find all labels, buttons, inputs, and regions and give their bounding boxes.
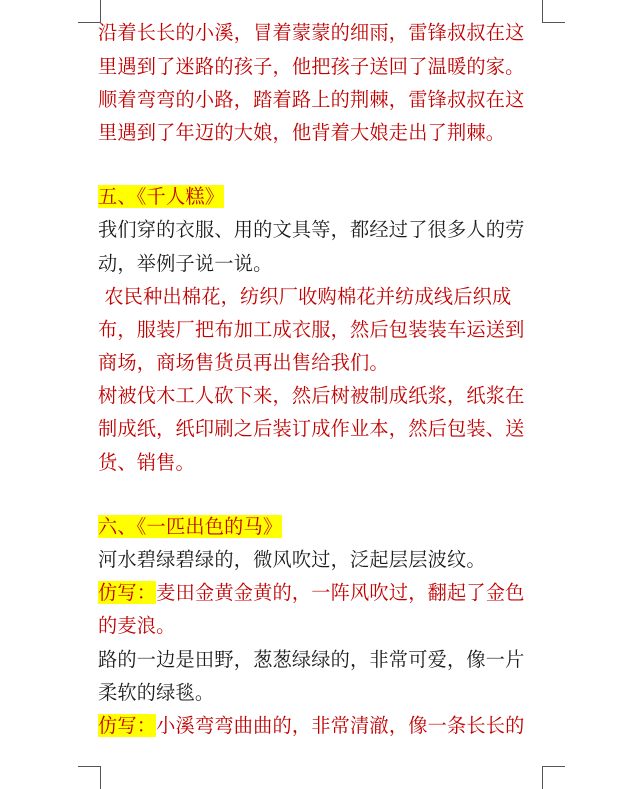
text-line: 商场，商场售货员再出售给我们。 bbox=[98, 351, 389, 374]
text-line: 布，服装厂把布加工成衣服，然后包装装车运送到 bbox=[98, 318, 525, 341]
imitation-line bbox=[98, 713, 525, 739]
crop-mark-top-right bbox=[542, 0, 565, 23]
text-line: 树被伐木工人砍下来，然后树被制成纸浆，纸浆在 bbox=[98, 384, 525, 407]
imitation-line bbox=[98, 580, 525, 606]
imitation-text: 麦田金黄金黄的，一阵风吹过，翻起了金色 bbox=[156, 581, 525, 604]
text-line: 里遇到了迷路的孩子，他把孩子送回了温暖的家。 bbox=[98, 55, 525, 78]
text-line: 的麦浪。 bbox=[98, 614, 176, 637]
text-line: 制成纸，纸印刷之后装订成作业本，然后包装、送 bbox=[98, 417, 525, 440]
heading-text: 六、《一匹出色的马》 bbox=[98, 515, 283, 538]
text-line: 农民种出棉花，纺织厂收购棉花并纺成线后织成 bbox=[98, 285, 512, 308]
text-line: 柔软的绿毯。 bbox=[98, 681, 215, 704]
text-line: 路的一边是田野，葱葱绿绿的，非常可爱，像一片 bbox=[98, 648, 525, 671]
text-line: 货、销售。 bbox=[98, 451, 195, 474]
text-line: 河水碧绿碧绿的，微风吹过，泛起层层波纹。 bbox=[98, 548, 486, 571]
text-line: 我们穿的衣服、用的文具等，都经过了很多人的劳 bbox=[98, 218, 525, 241]
imitation-text: 小溪弯弯曲曲的，非常清澈，像一条长长的 bbox=[156, 714, 525, 737]
imitation-label: 仿写： bbox=[98, 714, 157, 737]
text-line: 动，举例子说一说。 bbox=[98, 252, 273, 275]
heading-text: 五、《千人糕》 bbox=[98, 185, 225, 208]
section-heading-six bbox=[98, 514, 282, 540]
text-line: 里遇到了年迈的大娘，他背着大娘走出了荆棘。 bbox=[98, 121, 506, 144]
section-heading-five bbox=[98, 184, 224, 210]
text-line: 顺着弯弯的小路，踏着路上的荆棘，雷锋叔叔在这 bbox=[98, 88, 525, 111]
text-line: 沿着长长的小溪，冒着蒙蒙的细雨，雷锋叔叔在这 bbox=[98, 21, 525, 44]
imitation-label: 仿写： bbox=[98, 581, 157, 604]
